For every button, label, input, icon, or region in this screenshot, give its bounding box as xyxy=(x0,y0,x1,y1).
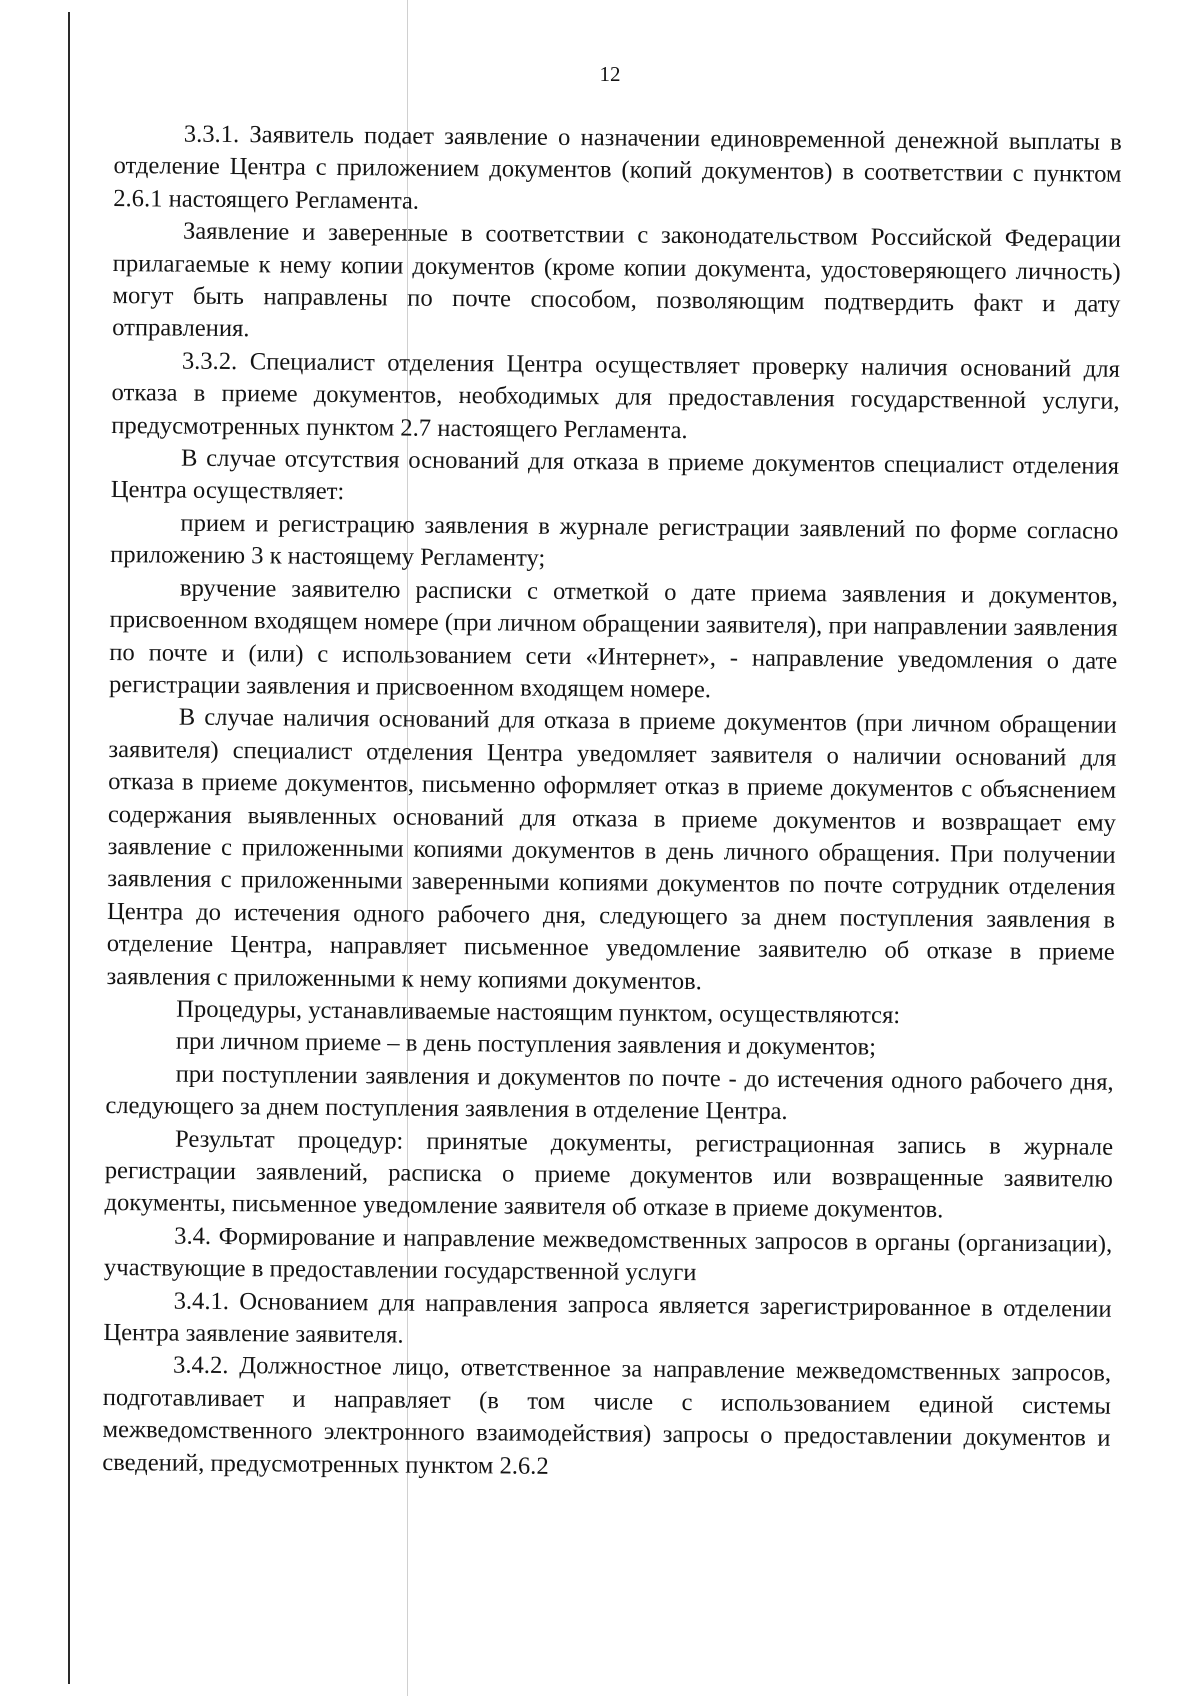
paragraph-mail-reception: при поступлении заявления и документов по почте - до истечения одного рабочего дня, следующего за днем поступления заявления в отделение Центра. xyxy=(105,1060,1114,1126)
paragraph-3-3-2: 3.3.2. Специалист отделения Центра осуществляет проверку наличия оснований для отказа в приеме документов, необходимых для предоставления государственной услуги, предусмотренных пунктом 2.7 настоящего Регламента. xyxy=(111,347,1120,444)
paragraph-personal-reception: при личном приеме – в день поступления заявления и документов; xyxy=(175,1027,877,1062)
paragraph-3-4: 3.4. Формирование и направление межведомственных запросов в органы (организации), участвующие в предоставлении государственной услуги xyxy=(103,1222,1113,1287)
paragraph-procedures: Процедуры, устанавливаемые настоящим пунктом, осуществляются: xyxy=(176,995,901,1029)
paragraph-result: Результат процедур: принятые документы, регистрационная запись в журнале регистрации заявлений, расписка о приеме документов или возвращенные заявителю документы, письменное уведомление заявителя об отказе в приеме документов. xyxy=(104,1125,1114,1224)
paragraph-3-3-1: 3.3.1. Заявитель подает заявление о назначении единовременной денежной выплаты в отделение Центра с приложением документов (копий документов) в соответствии с пунктом 2.6.1 настоящего Регламента. xyxy=(113,120,1122,215)
page-number: 12 xyxy=(599,62,621,86)
paragraph-3-4-2: 3.4.2. Должностное лицо, ответственное за направление межведомственных запросов, подготавливает и направляет (в том числе с использованием единой системы межведомственного электронного взаимодействия) запросы о предоставлении документов и сведений, предусмотренных пунктом 2.6.2 xyxy=(102,1352,1112,1480)
paragraph-refusal-grounds: В случае наличия оснований для отказа в приеме документов (при личном обращении заявителя) специалист отделения Центра уведомляет заявителя о наличии оснований для отказа в приеме документов, письменно оформляет отказ в приеме документов с объяснением содержания выявленных оснований для отказа в приеме документов и возвращает ему заявление с приложенными копиями документов в день личного обращения. При получении заявления с приложенными заверенными копиями документов по почте сотрудник отделения Центра до истечения одного рабочего дня, следующего за днем поступления заявления в отделение Центра, направляет письменное уведомление заявителю об отказе в приеме заявления с приложенными к нему копиями документов. xyxy=(106,703,1117,995)
document-body xyxy=(101,118,1122,1657)
paragraph-receipt: вручение заявителю расписки с отметкой о дате приема заявления и документов, присвоенном входящем номере (при личном обращении заявителя), при направлении заявления по почте и (или) с использованием сети «Интернет», - направление уведомления о дате регистрации заявления и присвоенном входящем номере. xyxy=(108,574,1118,704)
paragraph-registration: прием и регистрацию заявления в журнале регистрации заявлений по форме согласно приложению 3 к настоящему Регламенту; xyxy=(110,509,1119,573)
paragraph-no-grounds: В случае отсутствия оснований для отказа в приеме документов специалист отделения Центра осуществляет: xyxy=(110,444,1120,506)
scan-left-edge-line xyxy=(68,12,70,1684)
paragraph-3-4-1: 3.4.1. Основанием для направления запроса является зарегистрированное в отделении Центра заявление заявителя. xyxy=(103,1287,1112,1349)
paragraph-mail-submission: Заявление и заверенные в соответствии с законодательством Российской Федерации прилагаемые к нему копии документов (кроме копии документа, удостоверяющего личность) могут быть направлены по почте способом, позволяющим подтвердить факт и дату отправления. xyxy=(112,217,1122,343)
